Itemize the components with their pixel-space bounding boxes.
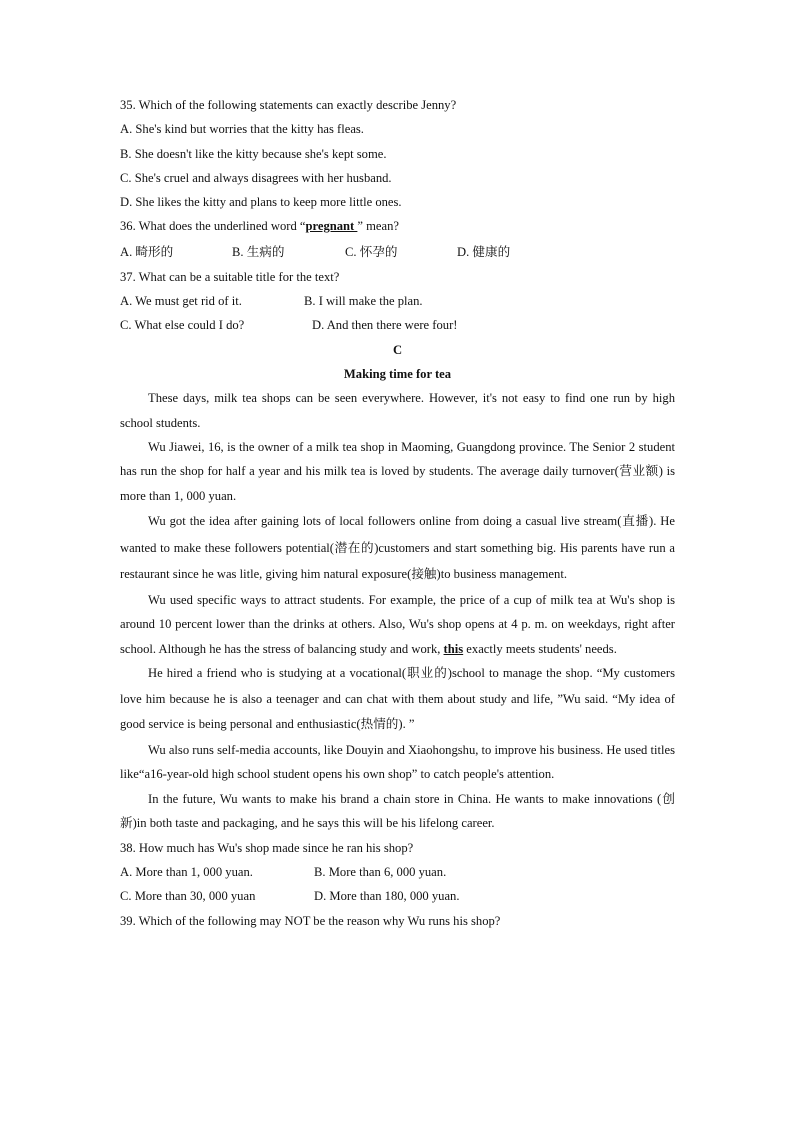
q38-option-c: C. More than 30, 000 yuan (120, 889, 256, 904)
passage-paragraph-3: Wu got the idea after gaining lots of local followers online from doing a casual live stream(直播). He wanted to make these followers potential(潜在的)customers and start something big. His parents have run a restaurant since he was litle, giving him natural exposure(接触)to business management. (120, 514, 675, 582)
passage-paragraph-5: He hired a friend who is studying at a vocational(职业的)school to manage the shop. “My customers love him because he is also a teenager and can chat with them about study and life, ”Wu said. “My idea of good service is being personal and enthusiastic(热情的). ” (120, 666, 675, 732)
q37-option-b: B. I will make the plan. (304, 294, 423, 309)
q38-option-d: D. More than 180, 000 yuan. (314, 889, 460, 904)
passage-paragraph-6: Wu also runs self-media accounts, like Douyin and Xiaohongshu, to improve his business. He used titles like“a16-year-old high school student opens his own shop” to catch people's attention. (120, 743, 675, 782)
q37-option-d: D. And then there were four! (312, 318, 458, 333)
q36-stem (120, 214, 675, 238)
q37-options-row2 (120, 313, 675, 337)
q36-option-b: B. 生病的 (232, 244, 285, 259)
q36-option-c: C. 怀孕的 (345, 244, 398, 259)
p4-text-before: Wu used specific ways to attract students. For example, the price of a cup of milk tea at Wu's shop is around 10 percent lower than the drinks at others. Also, Wu's shop opens at 4 p. m. on weekdays, right after school. Although he has the stress of balancing study and work, (120, 593, 675, 656)
q35-option-c: C. She's cruel and always disagrees with her husband. (120, 170, 392, 185)
q38-options-row2 (120, 884, 675, 908)
section-letter: C (392, 342, 403, 357)
page-content (120, 93, 675, 933)
q38-stem: 38. How much has Wu's shop made since he ran his shop? (120, 840, 414, 855)
q36-stem-after: ” mean? (357, 219, 399, 234)
passage-title: Making time for tea (343, 366, 452, 381)
q35-option-d: D. She likes the kitty and plans to keep more little ones. (120, 195, 402, 210)
q39-stem: 39. Which of the following may NOT be the reason why Wu runs his shop? (120, 913, 501, 928)
p4-underlined-word: this (443, 641, 464, 656)
q36-option-a: A. 畸形的 (120, 244, 174, 259)
q36-option-d: D. 健康的 (457, 244, 511, 259)
passage-paragraph-7: In the future, Wu wants to make his brand a chain store in China. He wants to make innovations (创新)in both taste and packaging, and he says this will be his lifelong career. (120, 791, 675, 831)
q35-option-a: A. She's kind but worries that the kitty has fleas. (120, 122, 364, 137)
q36-options (120, 239, 675, 265)
passage-paragraph-2: Wu Jiawei, 16, is the owner of a milk tea shop in Maoming, Guangdong province. The Senior 2 student has run the shop for half a year and his milk tea is loved by students. The average daily turnover(营业额) is more than 1, 000 yuan. (120, 440, 675, 503)
q38-option-a: A. More than 1, 000 yuan. (120, 865, 253, 879)
q35-stem: 35. Which of the following statements can exactly describe Jenny? (120, 98, 457, 112)
q35-option-b: B. She doesn't like the kitty because she's kept some. (120, 146, 387, 161)
q36-stem-before: 36. What does the underlined word “ (120, 219, 306, 234)
p4-text-after: exactly meets students' needs. (463, 641, 617, 656)
passage-paragraph-1: These days, milk tea shops can be seen everywhere. However, it's not easy to find one run by high school students. (120, 391, 675, 430)
q36-underlined-word: pregnant (305, 219, 358, 234)
q37-options-row1 (120, 289, 675, 313)
q37-stem: 37. What can be a suitable title for the text? (120, 269, 340, 284)
q37-option-c: C. What else could I do? (120, 318, 245, 333)
passage-paragraph-4 (120, 588, 675, 661)
q37-option-a: A. We must get rid of it. (120, 294, 242, 309)
q38-options-row1 (120, 860, 675, 884)
q38-option-b: B. More than 6, 000 yuan. (314, 865, 447, 879)
